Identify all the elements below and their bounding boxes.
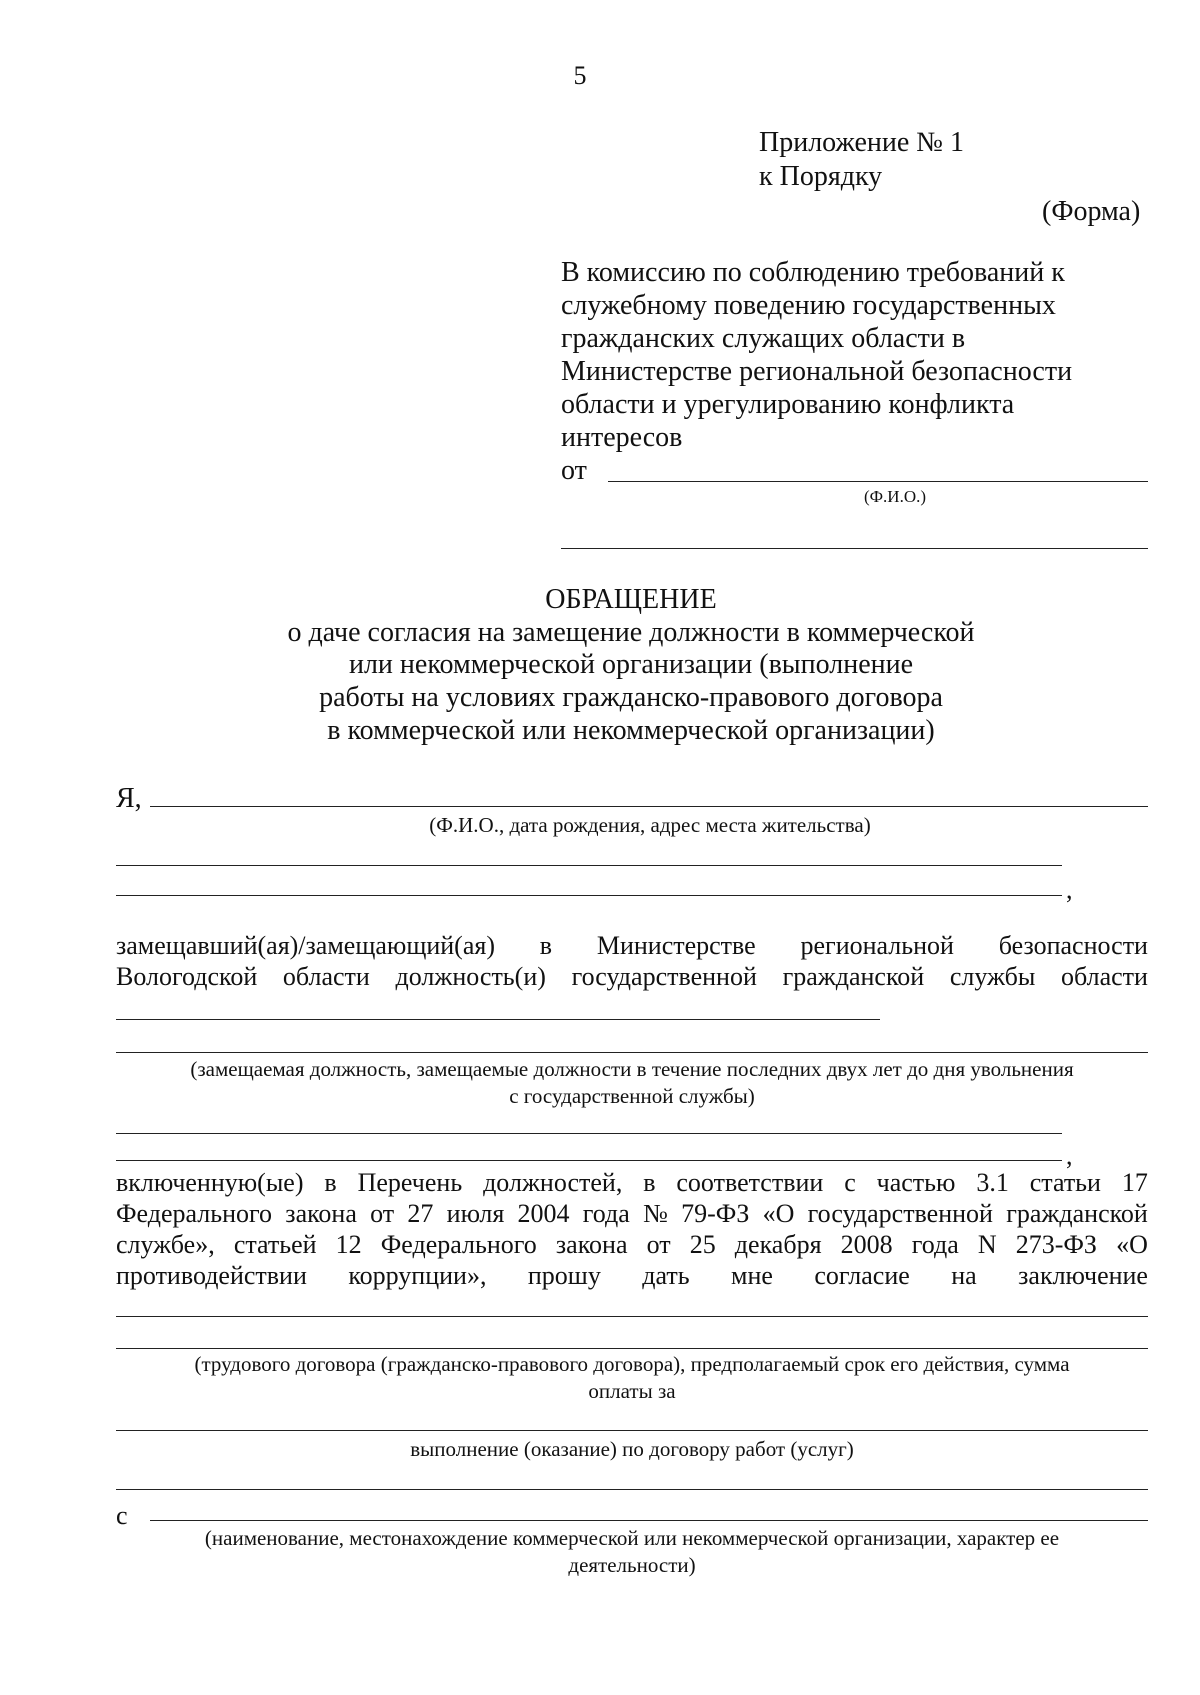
subtitle-line: о даче согласия на замещение должности в коммерческой: [287, 617, 975, 648]
word: должностей,: [483, 1168, 623, 1197]
word: декабря: [734, 1230, 822, 1259]
form-label: (Форма): [1042, 196, 1141, 227]
word: закона: [555, 1230, 628, 1259]
addressee-line: Министерстве региональной безопасности: [561, 356, 1073, 387]
word: включенную(ые): [116, 1168, 304, 1197]
position-caption: (замещаемая должность, замещаемые должности в течение последних двух лет до дня увольнения: [190, 1057, 1074, 1081]
word: 17: [1121, 1168, 1148, 1197]
word: от: [370, 1199, 395, 1228]
word: 25: [689, 1230, 716, 1259]
word: июля: [446, 1199, 505, 1228]
word: «О: [762, 1199, 795, 1228]
word: с: [844, 1168, 856, 1197]
document-heading: ОБРАЩЕНИЕ: [545, 584, 717, 615]
word: Федерального: [116, 1199, 273, 1228]
word: мне: [731, 1261, 773, 1290]
word: статьей: [233, 1230, 317, 1259]
contract-caption: оплаты за: [588, 1379, 676, 1403]
applicant-fio-field[interactable]: [150, 806, 1148, 807]
word: согласие: [814, 1261, 910, 1290]
word: гражданской: [1006, 1199, 1148, 1228]
position-caption: с государственной службы): [509, 1084, 755, 1108]
appendix-title: Приложение № 1: [759, 127, 964, 158]
applicant-extra-field-2[interactable]: [116, 895, 1062, 896]
from-extra-field[interactable]: [561, 548, 1148, 549]
i-label: Я,: [116, 783, 142, 814]
subtitle-line: в коммерческой или некоммерческой организации): [327, 715, 935, 746]
word: Вологодской: [116, 962, 258, 991]
contract-field-2[interactable]: [116, 1348, 1148, 1349]
word: прошу: [527, 1261, 601, 1290]
word: 3.1: [976, 1168, 1009, 1197]
position-field-4[interactable]: [116, 1160, 1062, 1161]
applicant-extra-field-1[interactable]: [116, 865, 1062, 866]
word: противодействии: [116, 1261, 307, 1290]
word: года: [582, 1199, 630, 1228]
word: 273-ФЗ: [1015, 1230, 1097, 1259]
word: гражданской: [782, 962, 925, 991]
word: 27: [407, 1199, 434, 1228]
word: соответствии: [676, 1168, 824, 1197]
addressee-line: гражданских служащих области в: [561, 323, 966, 354]
addressee-line: интересов: [561, 422, 683, 453]
word: безопасности: [998, 931, 1148, 960]
word: 79-ФЗ: [681, 1199, 750, 1228]
position-field-2[interactable]: [116, 1052, 1148, 1053]
word: должность(и): [395, 962, 546, 991]
work-field[interactable]: [116, 1489, 1148, 1490]
word: в: [643, 1168, 656, 1197]
organization-caption: деятельности): [568, 1553, 696, 1577]
word: «О: [1116, 1230, 1148, 1259]
word: статьи: [1029, 1168, 1101, 1197]
list-text-row-1: [116, 1167, 1148, 1199]
word: частью: [876, 1168, 956, 1197]
position-text-row-2: [116, 961, 1148, 993]
from-label: от: [561, 455, 587, 486]
word: заключение: [1018, 1261, 1148, 1290]
word: Федерального: [380, 1230, 537, 1259]
contract-caption: (трудового договора (гражданско-правового договора), предполагаемый срок его действия, сумма: [194, 1352, 1070, 1376]
word: Министерстве: [596, 931, 756, 960]
addressee-line: служебному поведению государственных: [561, 290, 1056, 321]
word: 12: [335, 1230, 362, 1259]
word: в: [324, 1168, 337, 1197]
word: №: [643, 1199, 668, 1228]
word: государственной: [807, 1199, 993, 1228]
word: государственной: [571, 962, 757, 991]
subtitle-line: или некоммерческой организации (выполнение: [348, 649, 914, 680]
word: замещавший(ая)/замещающий(ая): [116, 931, 495, 960]
word: закона: [285, 1199, 357, 1228]
addressee-line: области и урегулированию конфликта: [561, 389, 1015, 420]
page-number: 5: [573, 61, 587, 90]
fio-caption: (Ф.И.О.): [863, 487, 927, 506]
position-field-1[interactable]: [116, 1019, 880, 1020]
organization-field[interactable]: [150, 1520, 1148, 1521]
contract-field-1[interactable]: [116, 1316, 1148, 1317]
word: области: [282, 962, 370, 991]
word: N: [977, 1230, 997, 1259]
addressee-line: В комиссию по соблюдению требований к: [561, 257, 1065, 288]
word: службе»,: [116, 1230, 215, 1259]
position-field-3[interactable]: [116, 1133, 1062, 1134]
position-text-row-1: [116, 930, 1148, 962]
work-caption: выполнение (оказание) по договору работ (услуг): [410, 1437, 854, 1461]
word: 2004: [517, 1199, 570, 1228]
from-fio-field[interactable]: [608, 481, 1148, 482]
word: области: [1061, 962, 1148, 991]
subtitle-line: работы на условиях гражданско-правового договора: [319, 682, 943, 713]
word: в: [539, 931, 553, 960]
comma: ,: [1066, 1141, 1073, 1170]
word: коррупции»,: [348, 1261, 487, 1290]
payment-field[interactable]: [116, 1430, 1148, 1431]
appendix-reference: к Порядку: [759, 161, 883, 192]
word: года: [911, 1230, 959, 1259]
word: на: [951, 1261, 977, 1290]
list-text-row-3: [116, 1229, 1148, 1261]
word: от: [646, 1230, 671, 1259]
organization-caption: (наименование, местонахождение коммерческой или некоммерческой организации, характер ее: [204, 1526, 1060, 1550]
word: Перечень: [357, 1168, 463, 1197]
word: дать: [642, 1261, 690, 1290]
word: 2008: [840, 1230, 893, 1259]
word: региональной: [800, 931, 954, 960]
applicant-fio-caption: (Ф.И.О., дата рождения, адрес места жительства): [429, 813, 871, 837]
word: службы: [949, 962, 1036, 991]
comma: ,: [1066, 875, 1073, 904]
list-text-row-2: [116, 1198, 1148, 1230]
list-text-row-4: [116, 1260, 1148, 1292]
with-label: с: [116, 1501, 128, 1530]
